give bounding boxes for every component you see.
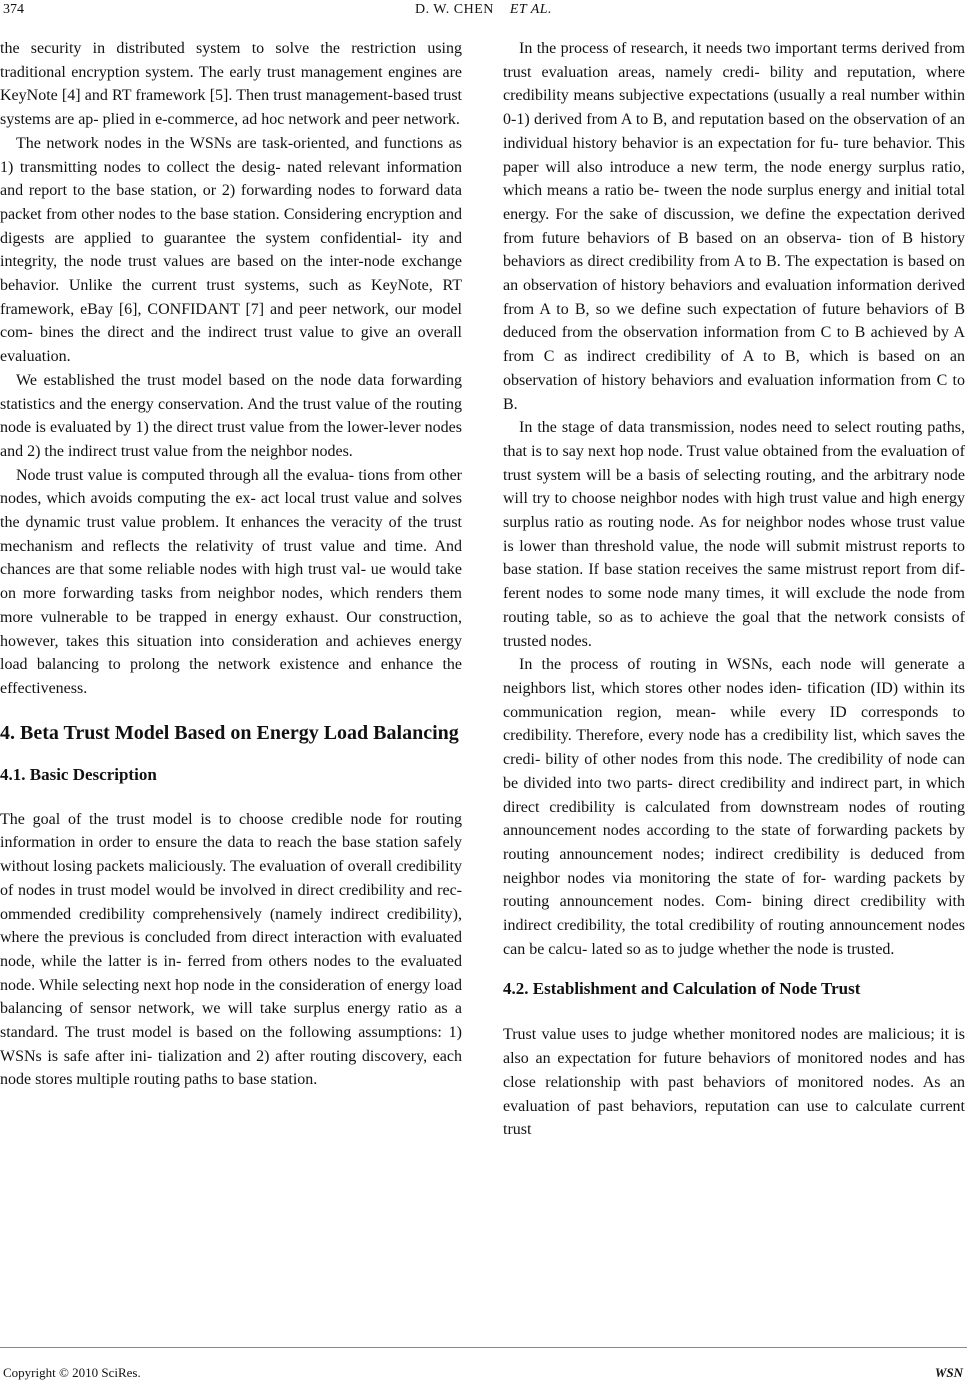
paragraph: The network nodes in the WSNs are task-oriented, and functions as 1) transmitting nodes to collect the desig- nated relevant information and report to the base station, or 2) forwarding nodes to forward data packet from other nodes to the base station. Considering encryption and digests are applied to guarantee the system confidential- ity and integrity, the node trust values are based on the inter-node exchange behavior. Unlike the current trust systems, such as KeyNote, RT framework, eBay [6], CONFIDANT [7] and peer network, our model com- bines the direct and the indirect trust value to give an overall evaluation. bbox=[0, 134, 462, 366]
paragraph: Trust value uses to judge whether monitored nodes are malicious; it is also an expectation for future behaviors of monitored nodes and has close relationship with past behaviors of monitored nodes. As an evaluation of past behaviors, reputation can use to calculate current trust bbox=[503, 1026, 965, 1139]
paragraph: We established the trust model based on the node data forwarding statistics and the energy conservation. And the trust value of the routing node is evaluated by 1) the direct trust value from the lower-lever nodes and 2) the indirect trust value from the neighbor nodes. bbox=[0, 371, 462, 460]
running-head bbox=[0, 2, 967, 18]
paragraph: the security in distributed system to solve the restriction using traditional encryption system. The early trust management engines are KeyNote [4] and RT framework [5]. Then trust management-based trust systems are ap- plied in e-commerce, ad hoc network and peer network. bbox=[0, 40, 462, 129]
paragraph: Node trust value is computed through all the evalua- tions from other nodes, which avoids computing the ex- act local trust value and solves the dynamic trust value problem. It enhances the veracity of the trust mechanism and reflects the relativity of trust value and time. And chances are that some reliable nodes with high trust val- ue would take on more forwarding tasks from neighbor nodes, which renders them more vulnerable to be trapped in energy exhaust. Our construction, however, takes this situation into consideration and achieves energy load balancing to prolong the network existence and enhance the effectiveness. bbox=[0, 466, 462, 697]
footer-journal: WSN bbox=[934, 1365, 963, 1380]
left-column bbox=[0, 37, 462, 1092]
footer-divider bbox=[0, 1347, 967, 1348]
subsection-heading: 4.1. Basic Description bbox=[0, 764, 157, 784]
section-heading: 4. Beta Trust Model Based on Energy Load Balancing bbox=[0, 721, 459, 744]
footer-copyright: Copyright © 2010 SciRes. bbox=[3, 1365, 141, 1380]
running-head-etal: ET AL. bbox=[509, 2, 553, 17]
paragraph: In the stage of data transmission, nodes need to select routing paths, that is to say next hop node. Trust value obtained from the evaluation of trust system will be a basis of selecting routing, and the arbitrary node will try to choose neighbor nodes with high trust value and high energy surplus ratio as routing node. As for neighbor nodes whose trust value is lower than threshold value, the node will submit mistrust reports to base station. If base station receives the same mistrust report from dif- ferent nodes to some node many times, it will exclude the node from routing table, so as to achieve the goal that the network consists of trusted nodes. bbox=[503, 419, 965, 650]
subsection-heading: 4.2. Establishment and Calculation of Node Trust bbox=[503, 979, 861, 999]
page-number: 374 bbox=[3, 2, 24, 17]
running-head-authors: D. W. CHEN bbox=[414, 2, 494, 17]
paragraph: In the process of routing in WSNs, each node will generate a neighbors list, which stores other nodes iden- tification (ID) within its communication region, mean- while every ID corresponds to credibility. Therefore, every node has a credibility list, which saves the credi- bility of other nodes from this node. The credibility of node can be divided into two parts- direct credibility and indirect part, in which direct credibility is calculated from downstream nodes of routing announcement nodes according to the state of forwarding packets by routing announcement nodes; indirect credibility is deduced from neighbor nodes via monitoring the state of for- warding packets by routing announcement nodes. Com- bining direct credibility with indirect credibility, the total credibility of routing announcement nodes can be calcu- lated so as to judge whether the node is trusted. bbox=[503, 656, 965, 958]
paragraph: In the process of research, it needs two important terms derived from trust evaluation areas, namely credi- bility and reputation, where credibility means subjective expectations (usually a real number within 0-1) derived from A to B, and reputation based on the observation of an individual history behavior is an expectation for fu- ture behavior. This paper will also introduce a new term, the node energy surplus ratio, which means a ratio be- tween the node surplus energy and initial total energy. For the sake of discussion, we define the expectation derived from future behaviors of B based on an observa- tion of B history behaviors as direct credibility from A to B. The expectation is based on an observation of history behaviors and evaluation information derived from A to B, so we define such expectation of future behaviors of B deduced from the observation information from C to B achieved by A from C as indirect credibility of A to B, which is based on an observation of history behaviors and evaluation information from C to B. bbox=[503, 40, 965, 413]
right-column bbox=[503, 37, 965, 1142]
paragraph: The goal of the trust model is to choose credible node for routing information in order to ensure the data to reach the base station safely without losing packets maliciously. The evaluation of overall credibility of nodes in trust model would be involved in direct credibility and rec- ommended credibility comprehensively (namely indirect credibility), where the previous is concluded from direct interaction with evaluated node, while the latter is in- ferred from others nodes to the evaluated node. While selecting next hop node in the consideration of energy load balancing of sensor network, we will take surplus energy ratio as a standard. The trust model is based on the following assumptions: 1) WSNs is safe after ini- tialization and 2) after routing discovery, each node stores multiple routing paths to base station. bbox=[0, 810, 462, 1089]
